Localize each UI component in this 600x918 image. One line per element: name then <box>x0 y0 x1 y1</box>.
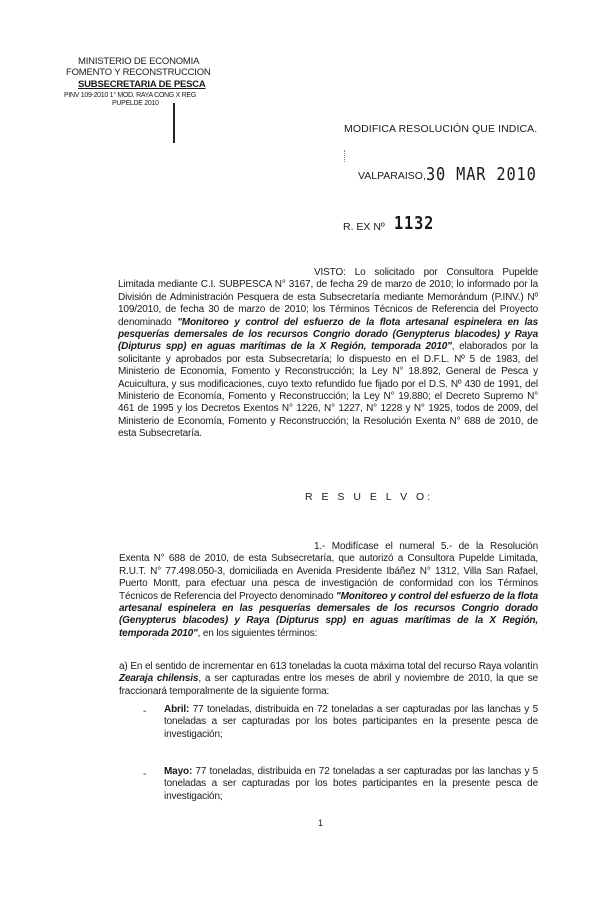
place-label: VALPARAISO, <box>358 170 426 182</box>
bullet-april: - <box>143 706 147 717</box>
para1-text-2: , en los siguientes términos: <box>197 627 318 639</box>
item-may-text: 77 toneladas, distribuida en 72 toneladas a ser capturadas por las lanchas y 5 toneladas a ser capturadas por los botes participantes en la presente pesca de investigación; <box>164 766 538 802</box>
document-subject: MODIFICA RESOLUCIÓN QUE INDICA. <box>344 123 538 135</box>
reference-code-line2: PUPELDE 2010 <box>112 100 159 107</box>
margin-dots <box>344 150 346 162</box>
month-may: Mayo: <box>164 766 193 777</box>
ministry-name-line2: FOMENTO Y RECONSTRUCCION <box>66 67 211 78</box>
visto-paragraph <box>118 267 538 441</box>
visto-text-2: , elaborados por la solicitante y aprobados por esta Subsecretaría; lo dispuesto en el D.F.L. Nº 5 de 1983, del Ministerio de Economía, Fomento y Reconstrucción; la Ley N° 18.892, General de Pesca y Acuicultura, y sus modificaciones, cuyo texto refundido fue fijado por el D.S. Nº 430 de 1991, del Ministerio de Economía, Fomento y Reconstrucción; la Ley N° 19.880; el Decreto Supremo N° 461 de 1995 y los Decretos Exentos N° 1226, N° 1227, N° 1228 y N° 1925, todos de 2009, del Ministerio de Economía, Fomento y Reconstrucción; la Resolución Exenta N° 688 de 2010, de esta Subsecretaría. <box>118 341 538 440</box>
para1-project-title: "Monitoreo y control del esfuerzo de la flota artesanal espinelera en las pesquerías demersales de los recursos Congrio dorado (Genypterus blacodes) y Raya (Dipturus spp) en aguas marítimas de la X Región, temporada 2010" <box>119 590 538 639</box>
resuelvo-heading: R E S U E L V O: <box>305 491 434 503</box>
bullet-may: - <box>143 769 147 780</box>
month-april: Abril: <box>164 704 190 715</box>
list-item-april <box>164 704 538 741</box>
subsecretaria-name: SUBSECRETARIA DE PESCA <box>78 79 206 90</box>
para-a-text-2: , a ser capturadas entre los meses de abril y noviembre de 2010, la que se fraccionará temporalmente de la siguiente forma: <box>119 673 538 697</box>
para-a-text-1: a) En el sentido de incrementar en 613 toneladas la cuota máxima total del recurso Raya volantín <box>119 661 538 672</box>
resolution-number-stamp: 1132 <box>394 213 435 234</box>
date-stamp: 30 MAR 2010 <box>426 164 537 185</box>
margin-mark <box>173 103 175 143</box>
page-number: 1 <box>318 818 324 828</box>
visto-project-title: "Monitoreo y control del esfuerzo de la flota artesanal espinelera en las pesquerías demersales de los recursos Congrio dorado (Genypterus blacodes) y Raya (Dipturus spp) en aguas marítimas de la X Región, temporada 2010" <box>118 316 538 353</box>
para1-text-1: 1.- Modifícase el numeral 5.- de la Resolución Exenta N° 688 de 2010, de esta Subsecretaría, que autorizó a Consultora Pupelde Limitada, R.U.T. N° 77.498.050-3, domiciliada en Avenida Presidente Ibáñez N° 1312, Villa San Rafael, Puerto Montt, para efectuar una pesca de investigación de conformidad con los Términos Técnicos de Referencia del Proyecto denominado <box>119 541 538 602</box>
visto-text-1: VISTO: Lo solicitado por Consultora Pupelde Limitada mediante C.I. SUBPESCA N° 3167, de fecha 29 de marzo de 2010; lo informado por la División de Administración Pesquera de esta Subsecretaría mediante Memorándum (P.INV.) Nº 109/2010, de fecha 30 de marzo de 2010; los Términos Técnicos de Referencia del Proyecto denominado <box>118 267 538 328</box>
resolution-paragraph-a <box>119 661 538 698</box>
species-name: Zearaja chilensis <box>119 673 199 685</box>
resolution-paragraph-1 <box>119 541 538 640</box>
ministry-name: MINISTERIO DE ECONOMIA <box>78 56 200 67</box>
reference-code: PINV 109-2010 1° MOD. RAYA CONG X REG <box>64 92 196 99</box>
list-item-may <box>164 766 538 803</box>
resolution-label: R. EX Nº <box>343 221 385 233</box>
item-april-text: 77 toneladas, distribuida en 72 toneladas a ser capturadas por las lanchas y 5 toneladas a ser capturadas por los botes participantes en la presente pesca de investigación; <box>164 704 538 740</box>
